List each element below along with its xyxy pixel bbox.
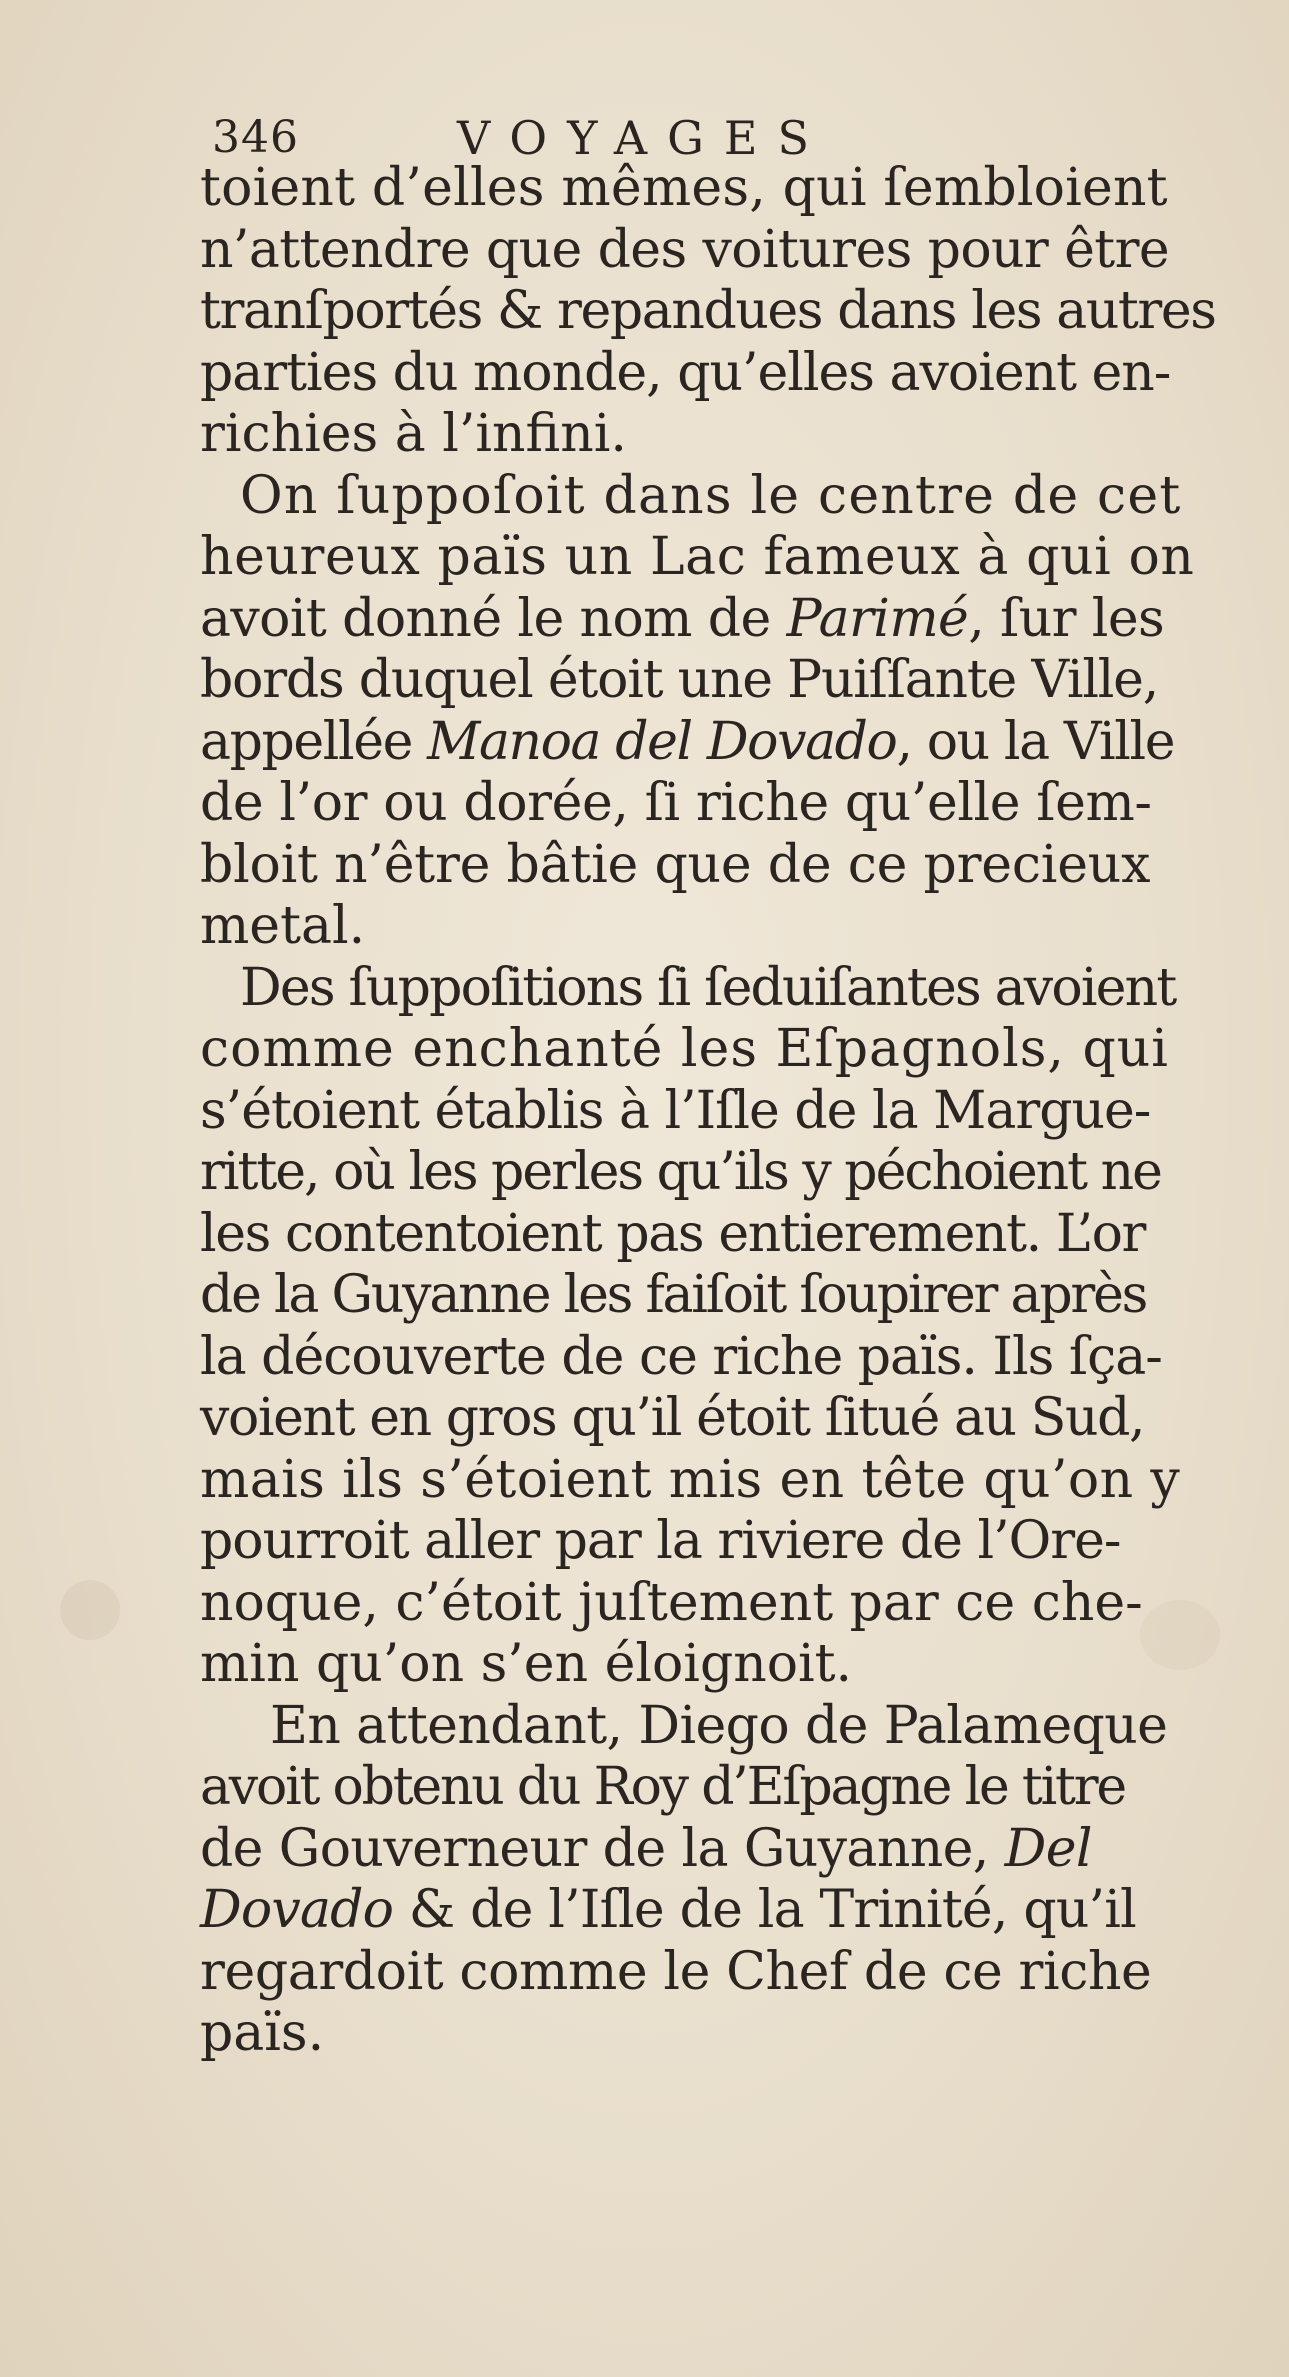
text-line: la découverte de ce riche païs. Ils ſça- — [200, 1326, 1162, 1387]
text-line: On ſuppoſoit dans le centre de cet — [240, 465, 1182, 526]
text-line: païs. — [200, 2003, 325, 2063]
text-line: Des ſuppoſitions ſi ſeduiſantes avoient — [240, 957, 1176, 1018]
text-line: bloit n’être bâtie que de ce precieux — [200, 834, 1151, 895]
text-line: avoit donné le nom de Parimé, ſur les — [200, 588, 1165, 649]
text-line: appellée Manoa del Dovado, ou la Ville — [200, 711, 1175, 772]
text-line: pourroit aller par la riviere de l’Ore- — [200, 1511, 1121, 1571]
text-line: mais ils s’étoient mis en tête qu’on y — [200, 1449, 1181, 1510]
text-line: richies à l’infini. — [200, 404, 627, 464]
text-line: parties du monde, qu’elles avoient en- — [200, 342, 1171, 403]
running-title: VOYAGES — [457, 111, 829, 165]
text-line: les contentoient pas entierement. L’or — [200, 1203, 1146, 1264]
text-line: avoit obtenu du Roy d’Eſpagne le titre — [200, 1757, 1125, 1817]
text-line: metal. — [200, 896, 366, 956]
text-line: voient en gros qu’il étoit ſitué au Sud, — [200, 1388, 1145, 1448]
text-line: comme enchanté les Eſpagnols, qui — [200, 1019, 1169, 1079]
text-line: regardoit comme le Chef de ce riche — [200, 1941, 1152, 2002]
text-line: noque, c’étoit juſtement par ce che- — [200, 1572, 1143, 1633]
body-text — [200, 158, 1250, 2065]
text-line: min qu’on s’en éloignoit. — [200, 1634, 853, 1694]
text-line: de la Guyanne les faiſoit ſoupirer après — [200, 1265, 1147, 1325]
text-line: ritte, où les perles qu’ils y péchoient ne — [200, 1142, 1161, 1202]
text-line: de l’or ou dorée, ſi riche qu’elle ſem- — [200, 773, 1152, 833]
text-line: de Gouverneur de la Guyanne, Del — [200, 1818, 1092, 1879]
text-line: Dovado & de l’Iſle de la Trinité, qu’il — [200, 1880, 1136, 1940]
text-line: s’étoient établis à l’Iſle de la Margue- — [200, 1080, 1151, 1141]
text-line: tranſportés & repandues dans les autres — [200, 281, 1216, 341]
text-line: heureux païs un Lac fameux à qui on — [200, 527, 1195, 587]
text-line: bords duquel étoit une Puiſſante Ville, — [200, 650, 1159, 710]
paper-stain — [60, 1580, 120, 1640]
text-line: n’attendre que des voitures pour être — [200, 219, 1169, 280]
text-line: toient d’elles mêmes, qui ſembloient — [200, 158, 1168, 218]
page-number: 346 — [212, 112, 299, 163]
text-line: En attendant, Diego de Palameque — [270, 1695, 1168, 1756]
